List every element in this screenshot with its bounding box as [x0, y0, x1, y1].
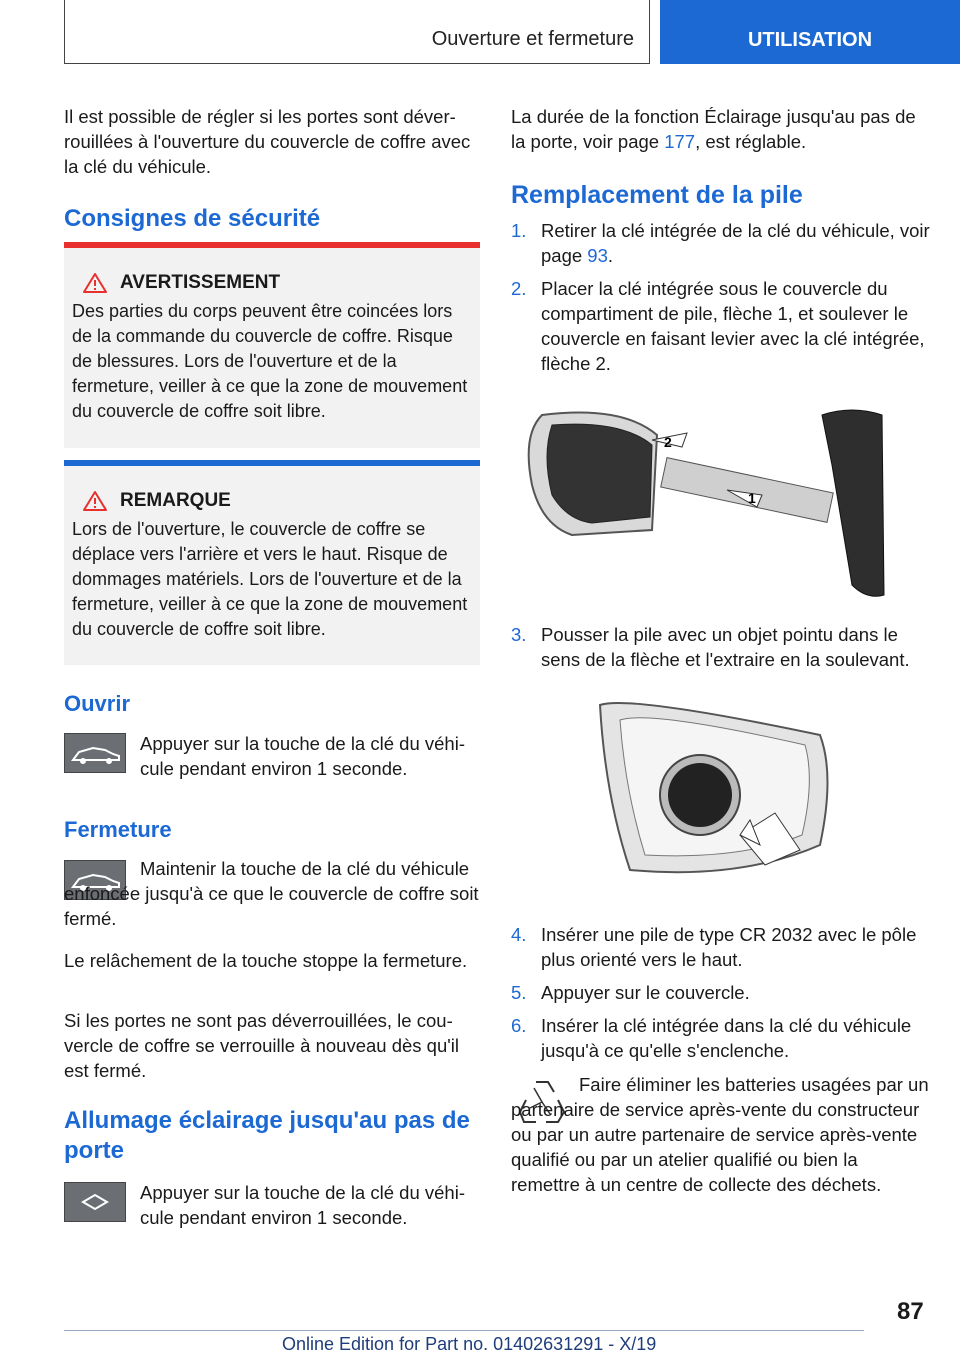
intro-paragraph: Il est possible de régler si les portes sont déverrouillées à l'ouverture du couvercle de coffre avec la clé du véhicule.	[64, 106, 471, 177]
note-title-row	[72, 488, 470, 513]
right-intro	[511, 104, 931, 154]
arrow-label-1: 1	[748, 490, 756, 506]
close-heading: Fermeture	[64, 817, 172, 842]
close-paragraph-2: Le relâchement de la touche stoppe la fermeture.	[64, 950, 468, 971]
battery-heading: Remplacement de la pile	[511, 181, 803, 209]
steps-1-2	[511, 218, 931, 384]
list-item	[511, 922, 931, 972]
note-title: REMARQUE	[120, 490, 231, 511]
warning-text: Des parties du corps peuvent être coincées lors de la commande du couvercle de coffre. Risque de blessures. Lors de l'ouverture et de la fermeture, veiller à ce que la zone de mouvement du couvercle de coffre soit libre.	[72, 301, 468, 421]
warning-triangle-icon	[82, 490, 108, 512]
list-item	[511, 276, 931, 376]
arrow-label-2: 2	[664, 434, 672, 450]
header-chapter-tab[interactable]	[660, 0, 960, 64]
step-text: Insérer la clé intégrée dans la clé du véhicule jusqu'à ce qu'elle s'enclenche.	[541, 1015, 912, 1061]
page-link-177[interactable]: 177	[664, 131, 696, 152]
step-text: Appuyer sur le couvercle.	[541, 982, 750, 1003]
step-3	[511, 622, 931, 680]
page-link-93[interactable]: 93	[587, 245, 608, 266]
step-number: 5.	[511, 982, 527, 1003]
trunk-button-icon	[64, 733, 126, 773]
step-text: Placer la clé intégrée sous le couvercle du compartiment de pile, flèche 1, et soulever le couvercle en faisant levier avec la clé intégrée, flèche 2.	[541, 278, 925, 374]
step-text-end: .	[607, 245, 614, 266]
page-number: 87	[897, 1298, 924, 1325]
chapter-label: UTILISATION	[747, 28, 873, 51]
open-text: Appuyer sur la touche de la clé du véhicule pendant environ 1 seconde.	[140, 733, 465, 779]
list-item	[511, 1013, 931, 1063]
warning-title-row	[72, 270, 470, 295]
header-section-title: Ouverture et fermeture	[431, 28, 634, 50]
step-number: 4.	[511, 924, 527, 945]
light-heading: Allumage éclairage jusqu'au pas de porte	[64, 1107, 470, 1164]
intro-text-a: La durée de la fonction Éclairage jusqu'au pas de la porte, voir page	[511, 106, 916, 152]
key-removal-illustration	[512, 395, 892, 605]
list-item	[511, 622, 931, 672]
step-text: Insérer une pile de type CR 2032 avec le pôle plus orienté vers le haut.	[541, 924, 917, 970]
intro-text-b: , est réglable.	[695, 131, 807, 152]
step-number: 3.	[511, 624, 527, 645]
note-box	[64, 460, 480, 665]
light-text: Appuyer sur la touche de la clé du véhicule pendant environ 1 seconde.	[140, 1182, 465, 1228]
left-intro	[64, 104, 482, 179]
close-paragraph-3: Si les portes ne sont pas déverrouillées, le couvercle de coffre se verrouille à nouveau dès qu'il est fermé.	[64, 1010, 460, 1081]
close-text: Maintenir la touche de la clé du véhicule enfoncée jusqu'à ce que le couvercle de coffre soit fermé.	[64, 858, 479, 929]
footer-divider	[64, 1330, 864, 1331]
recycle-text: Faire éliminer les batteries usagées par un partenaire de service après-vente du constructeur ou par un autre partenaire de service après-vente qualifié ou par un atelier qualifié ou bien la remettre à un centre de collecte des déchets.	[511, 1074, 929, 1195]
safety-heading: Consignes de sécurité	[64, 205, 321, 232]
warning-triangle-icon	[82, 272, 108, 294]
steps-4-6	[511, 922, 931, 1071]
note-text: Lors de l'ouverture, le couvercle de coffre se déplace vers l'arrière et vers le haut. Risque de dommages matériels. Lors de l'ouverture et de la fermeture, veiller à ce que la zone de mouvement du couvercle de coffre soit libre.	[72, 519, 468, 639]
step-number: 6.	[511, 1015, 527, 1036]
open-heading: Ouvrir	[64, 691, 131, 716]
light-button-icon	[64, 1182, 126, 1222]
footer-edition: Online Edition for Part no. 01402631291 - X/19	[282, 1334, 657, 1354]
list-item	[511, 218, 931, 268]
list-item	[511, 980, 931, 1005]
warning-title: AVERTISSEMENT	[120, 272, 281, 293]
battery-compartment-illustration	[590, 695, 840, 885]
step-text: Pousser la pile avec un objet pointu dans le sens de la flèche et l'extraire en la soulevant.	[541, 624, 910, 670]
step-number: 1.	[511, 220, 527, 241]
step-number: 2.	[511, 278, 527, 299]
warning-box	[64, 242, 480, 448]
step-text: Retirer la clé intégrée de la clé du véhicule, voir page	[541, 220, 930, 266]
